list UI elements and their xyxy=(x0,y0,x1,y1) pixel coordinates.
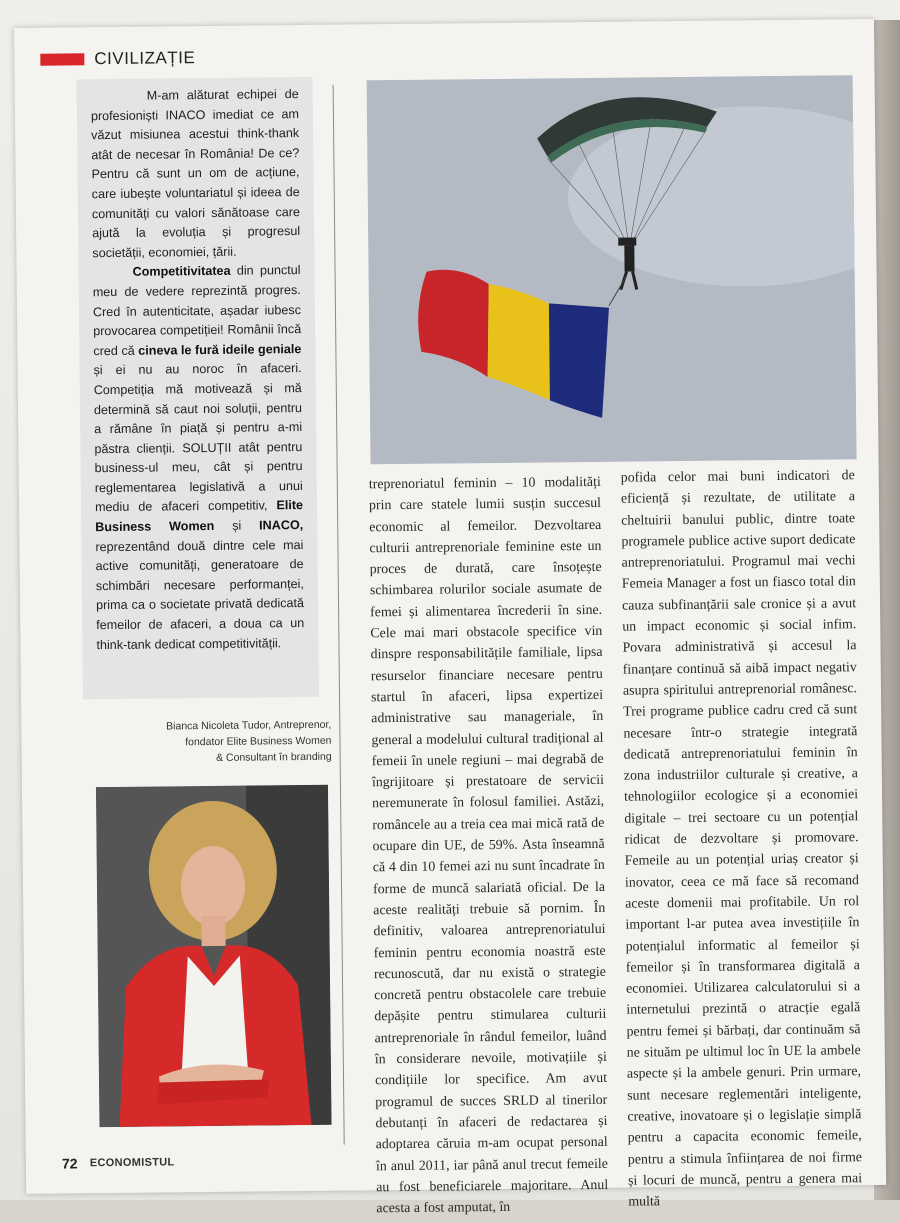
bold-ideile-geniale: cineva le fură ideile geniale xyxy=(138,341,302,358)
magazine-page xyxy=(14,19,886,1217)
text-run: din punctul meu de vedere reprezintă progres. Cred în autenticitate, așadar iubesc provocarea competiției! Românii încă cred că xyxy=(92,263,302,358)
column-divider xyxy=(333,85,345,1145)
sidebar-quote-box xyxy=(77,77,319,699)
bold-inaco: INACO, xyxy=(259,518,304,533)
photo-illustration xyxy=(367,75,857,464)
section-accent-bar xyxy=(40,53,84,65)
column-3-text: pofida celor mai buni indicatori de eficiență și rezultate, de utilitate a cheltuirii banului public, dintre toate programele publice active suport dedicate antreprenoriatului. Programul mai vechi Femeia Manager a fost un fiasco total din cauza subfinanțării sale cronice și a avut un impact economic și social infim. Povara administrativă și accesul la finanțare continuă să aibă impact negativ asupra spiritului antreprenorial românesc. Trei programe publice cadru cred că sunt necesare într-o strategie integrată dedicată antreprenoriatului feminin în zona industriilor culturale și creative, a tehnologiilor ecologice și a economiei digitale – trei sectoare cu un potențial ridicat de dezvoltare și promovare. Femeile au un potențial uriaș creator și inovator, ceea ce mă face să recomand aceste domenii mai profitabile. Un rol important l-ar putea avea investițiile în potențialul informatic al femeilor și femeilor și în transformarea digitală a economiei. Utilizarea calculatorului si a internetului prezintă o atracție egală pentru femei și bărbați, dar continuăm să ne situăm pe ultimul loc în UE la ambele aspecte și la ambele genuri. Prin urmare, sunt necesare reglementări inteligente, creative, inovatoare și o legislație simplă pentru a capacita economic femeile, pentru a stimula înființarea de noi firme și locuri de muncă, pentru a genera mai multă xyxy=(620,468,863,1210)
bold-competitivitatea: Competitivitatea xyxy=(132,264,231,280)
body-column-2 xyxy=(369,472,609,1220)
bold-elite-business-women: Elite Business Women xyxy=(95,498,304,535)
author-portrait xyxy=(96,785,332,1127)
sidebar-paragraph-2 xyxy=(78,261,318,655)
caption-line-1: Bianca Nicoleta Tudor, Antreprenor, xyxy=(166,718,332,733)
text-run: și ei nu au noroc în afaceri. Competiția mă motivează și mă determină să caut noi soluții, pentru a rămâne în piață și pentru a-mi păstra clienții. SOLUȚII atât pentru business-ul meu, cât și pentru reglementarea legislativă a unui mediu de afaceri competitiv, xyxy=(93,361,303,515)
text-run: și xyxy=(214,518,260,533)
magazine-name: ECONOMISTUL xyxy=(89,1156,175,1170)
body-column-3 xyxy=(621,465,863,1213)
page-number: 72 xyxy=(61,1155,78,1172)
caption-line-3: & Consultant în branding xyxy=(216,750,332,764)
author-caption xyxy=(117,717,331,767)
portrait-illustration xyxy=(96,785,332,1127)
sidebar-paragraph-1: M-am alăturat echipei de profesioniști INACO imediat ce am văzut misiunea acestui think-thank atât de necesar în România! De ce? Pentru că sunt un om de acțiune, care iubește voluntariatul și ideea de comunități cu valori sănătoase care ajută la evoluția și progresul societății, economiei, țării. xyxy=(90,87,301,260)
column-2-text: treprenoriatul feminin – 10 modalități prin care statele lumii susțin succesul economic al femeilor. Dezvoltarea culturii antreprenoriale feminine este un proces de durată, care însoțește schimbarea rolurilor sociale asumate de femei și alimentarea încrederii în sine. Cele mai mari obstacole specifice vin dinspre responsabilitățile familiale, lipsa resurselor financiare necesare pentru startul în afaceri, lipsa expertizei administrative sau manageriale, în general a modelului cultural tradițional al femeii în unele regiuni – mai degrabă de îngrijitoare și prestatoare de servicii neremunerate în folosul familiei. Astăzi, româncele au a treia cea mai mică rată de ocupare din UE, de 59%. Asta înseamnă că 4 din 10 femei azi nu sunt încadrate în forme de muncă salariată oficial. De la aceste realități trebuie să pornim. În definitiv, valoarea antreprenoriatului feminin pentru economia noastră este recunoscută, dar nu există o strategie concretă pentru obstacolele care trebuie depășite pentru stimularea culturii antreprenoriale în rândul femeilor, luând în considerare nevoile, motivațiile și condițiile lor specifice. Am avut programul de succes SRLD al tinerilor debutanți în afaceri de redactarea și adoptarea căruia m-am ocupat personal în anul 2011, iar până anul trecut femeile au fost beneficiarele majoritare. Anul acesta a fost amputat, în xyxy=(368,474,609,1217)
text-run: reprezentând două dintre cele mai active comunități, generatoare de schimbări necesare performanței, prima ca o societate privată dedicată femeilor de afaceri, a doua ca un think-tank dedicat competitivității. xyxy=(95,537,305,652)
section-title: CIVILIZAȚIE xyxy=(94,48,196,69)
parachute-flag-photo xyxy=(367,75,857,464)
caption-line-2: fondator Elite Business Women xyxy=(185,734,332,749)
